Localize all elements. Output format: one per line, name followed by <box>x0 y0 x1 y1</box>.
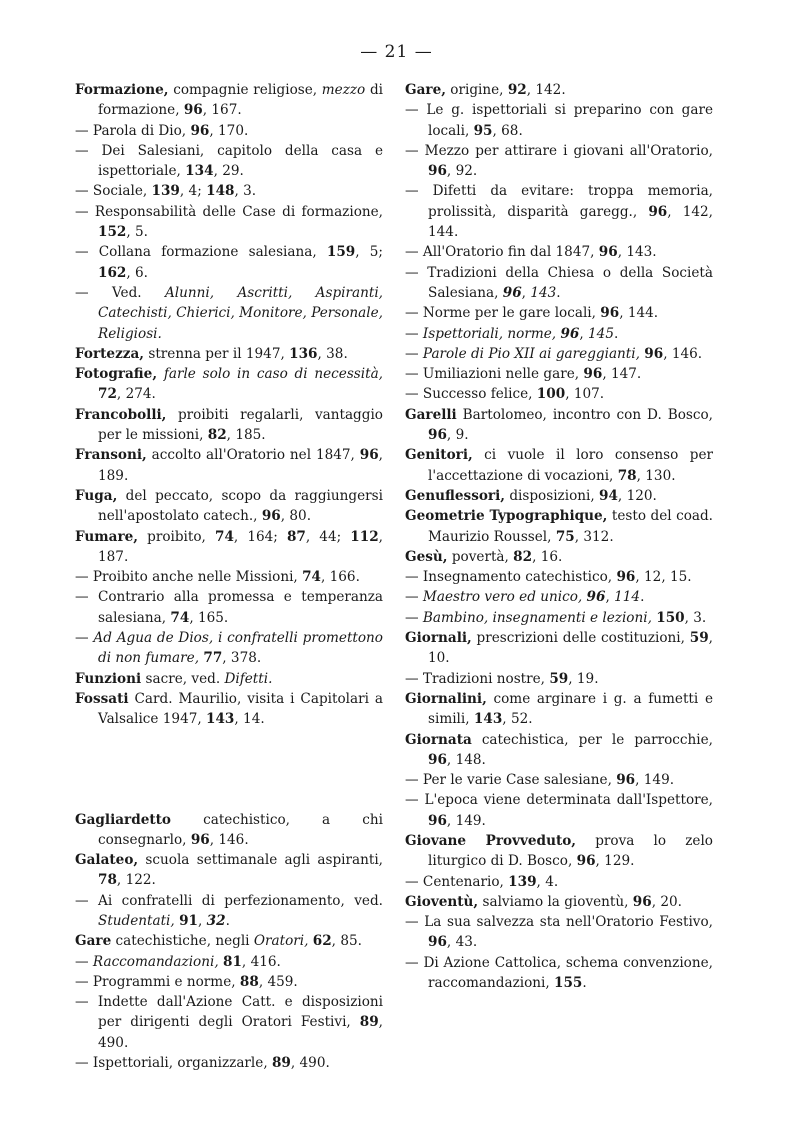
entry-text: , 44; <box>305 528 351 545</box>
entry-text: Genuflessori, <box>405 487 505 504</box>
index-entry <box>405 689 713 730</box>
entry-text: 155 <box>554 975 583 992</box>
entry-text: , <box>605 589 615 606</box>
entry-text: 96 <box>183 102 203 119</box>
entry-text: , 16. <box>532 548 563 565</box>
entry-text: 32 <box>206 912 226 929</box>
index-entry <box>75 587 383 628</box>
index-entry <box>405 587 713 607</box>
index-entry <box>405 364 713 384</box>
entry-text: 95 <box>473 122 493 139</box>
entry-text: , 143. <box>617 244 657 261</box>
entry-text: Alunni, Ascritti, Aspiranti, Catechisti, Chierici, Monitore, Personale, Religiosi. <box>98 284 384 342</box>
entry-text: , 130. <box>636 467 676 484</box>
entry-text: Parole di Pio XII ai gareggianti, <box>422 345 640 362</box>
entry-text: come arginare i g. a fumetti e simili, <box>428 690 713 728</box>
entry-text: 82 <box>513 548 533 565</box>
entry-text: , 38. <box>317 345 348 362</box>
index-entry <box>405 567 713 587</box>
entry-text: Galateo, <box>75 852 139 869</box>
entry-text: 100 <box>536 386 566 403</box>
entry-text: 143 <box>473 711 503 728</box>
entry-text: , 129. <box>595 853 635 870</box>
entry-text: Raccomandazioni, <box>92 953 219 970</box>
index-entry <box>75 628 383 669</box>
entry-text: compagnie religiose, <box>168 82 322 98</box>
entry-text: farle solo in caso di necessità, <box>163 366 384 383</box>
entry-text: , 146. <box>209 831 249 848</box>
entry-text: Oratori, <box>253 933 309 950</box>
entry-text: 89 <box>359 1014 379 1031</box>
index-entry <box>75 445 383 486</box>
entry-text: 72 <box>98 386 117 403</box>
index-entry <box>75 344 383 364</box>
entry-text: Giornali, <box>405 630 472 647</box>
entry-text: — <box>405 345 423 362</box>
index-entry <box>75 891 383 932</box>
entry-text: salviamo la gioventù, <box>478 893 633 910</box>
entry-text: Gagliardetto <box>75 811 171 828</box>
entry-text: , 5; <box>355 244 384 261</box>
entry-text: 59 <box>549 670 569 687</box>
entry-text: 96 <box>583 366 603 383</box>
index-entry <box>405 384 713 404</box>
entry-text: — L'epoca viene determinata dall'Ispettore, <box>405 792 713 809</box>
entry-text: — Insegnamento catechistico, <box>405 569 617 586</box>
index-entry <box>75 527 383 568</box>
index-entry <box>405 303 713 323</box>
entry-text: , 3. <box>234 183 257 200</box>
entry-text: , 274. <box>116 386 156 403</box>
entry-text: — Contrario alla promessa e temperanza salesiana, <box>75 589 383 626</box>
index-entry <box>75 992 383 1053</box>
entry-text: 62 <box>312 933 332 950</box>
entry-text: , 312. <box>574 528 614 545</box>
entry-text: Fossati <box>75 690 129 707</box>
entry-text: 96 <box>616 569 636 586</box>
entry-text: — <box>75 630 94 647</box>
entry-text: , 187. <box>98 528 383 565</box>
entry-text: . <box>225 912 230 929</box>
entry-text: , 12, 15. <box>635 569 692 586</box>
index-entry <box>75 931 383 951</box>
entry-text: 145 <box>588 325 614 342</box>
entry-text: , 9. <box>446 427 469 444</box>
entry-text: Fuga, <box>75 487 118 504</box>
entry-text: . <box>556 284 561 301</box>
entry-text: — Successo felice, <box>405 386 537 403</box>
entry-text: — Le g. ispettoriali si preparino con gare locali, <box>405 102 713 139</box>
entry-text: — Norme per le gare locali, <box>405 305 601 322</box>
index-entry <box>405 242 713 262</box>
index-entry <box>75 669 383 689</box>
entry-text: , 10. <box>428 630 713 667</box>
entry-text: , <box>579 325 589 342</box>
entry-text: — Centenario, <box>405 873 509 890</box>
entry-text: 96 <box>600 305 620 322</box>
entry-text: — Tradizioni nostre, <box>405 670 550 687</box>
entry-text: 96 <box>560 325 580 342</box>
entry-text: , 149. <box>446 812 486 829</box>
entry-text: prescrizioni delle costituzioni, <box>471 630 690 647</box>
index-entry <box>405 181 713 242</box>
entry-text: — Difetti da evitare: troppa memoria, prolissità, disparità garegg., <box>405 183 713 220</box>
entry-text: — Programmi e norme, <box>75 973 240 990</box>
entry-text: 59 <box>689 630 709 647</box>
entry-text: 112 <box>350 528 379 545</box>
entry-text: 96 <box>586 589 606 606</box>
entry-text: 74 <box>302 569 321 586</box>
entry-text: , 170. <box>209 122 249 139</box>
entry-text: Difetti. <box>224 670 273 687</box>
entry-text: 150 <box>656 609 685 626</box>
entry-text: , 4; <box>179 183 207 200</box>
entry-text: — Proibito anche nelle Missioni, <box>75 569 303 586</box>
entry-text: scuola settimanale agli aspiranti, <box>138 852 383 869</box>
entry-text: , 14. <box>234 711 265 728</box>
entry-text: 78 <box>617 467 637 484</box>
index-entry <box>75 850 383 891</box>
index-entry <box>405 770 713 790</box>
index-entry <box>405 486 713 506</box>
entry-text: 96 <box>261 508 281 525</box>
entry-text: povertà, <box>447 548 514 565</box>
entry-text: — Ai confratelli di perfezionamento, ved. <box>75 892 383 909</box>
entry-text: 96 <box>428 427 447 444</box>
entry-text: Studentati, <box>98 912 175 929</box>
index-entry <box>405 872 713 892</box>
entry-text: , 3. <box>684 609 707 626</box>
index-entry <box>75 952 383 972</box>
entry-text: sacre, ved. <box>141 670 225 687</box>
entry-text: 77 <box>203 650 223 667</box>
entry-text: — Per le varie Case salesiane, <box>405 772 617 789</box>
entry-text: 78 <box>98 872 117 889</box>
entry-text: Francobolli, <box>75 406 167 423</box>
index-entry <box>405 405 713 446</box>
entry-text: — Ved. <box>75 284 165 301</box>
entry-text: 75 <box>555 528 575 545</box>
entry-text: Formazione, <box>75 82 169 98</box>
entry-text: — Parola di Dio, <box>75 122 191 139</box>
entry-text: 143 <box>206 711 235 728</box>
entry-text: . <box>582 975 587 992</box>
entry-text: . <box>613 325 619 342</box>
entry-text: strenna per il 1947, <box>144 345 290 362</box>
entry-text: Fransoni, <box>75 447 147 464</box>
entry-text: 96 <box>576 853 596 870</box>
entry-text: , 107. <box>565 386 605 403</box>
entry-text: 92 <box>507 82 527 98</box>
index-entry <box>405 80 713 100</box>
entry-text: Card. Maurilio, visita i Capitolari a Valsalice 1947, <box>98 690 383 728</box>
entry-text <box>157 366 164 382</box>
entry-text: 82 <box>207 427 227 444</box>
entry-text: , 122. <box>116 872 156 889</box>
entry-text: — Collana formazione salesiana, <box>75 244 327 261</box>
entry-text: — Dei Salesiani, capitolo della casa e ispettoriale, <box>75 142 383 180</box>
entry-text: , 378. <box>222 650 262 667</box>
entry-text: Bambino, insegnamenti e lezioni, <box>422 609 652 626</box>
entry-text: ci vuole il loro consenso per l'accettazione di vocazioni, <box>428 447 713 484</box>
entry-text: 74 <box>214 528 234 545</box>
index-entry <box>405 730 713 771</box>
entry-text: catechistico, a chi consegnarlo, <box>98 811 383 848</box>
entry-text: del peccato, scopo da raggiungersi nell'apostolato catech., <box>98 487 383 525</box>
entry-text: , 29. <box>213 163 244 180</box>
index-entry <box>75 283 383 344</box>
entry-text: — Ispettoriali, organizzarle, <box>75 1055 272 1072</box>
entry-text: — Indette dall'Azione Catt. e disposizioni per dirigenti degli Oratori Festivi, <box>75 994 383 1031</box>
entry-text: — Di Azione Cattolica, schema convenzione, raccomandazioni, <box>405 954 713 992</box>
entry-text: 114 <box>614 589 641 606</box>
index-entry <box>405 141 713 182</box>
entry-text: , 120. <box>617 487 657 504</box>
index-entry <box>405 344 713 364</box>
entry-text: , 68. <box>492 122 523 139</box>
entry-text: — Umiliazioni nelle gare, <box>405 366 584 383</box>
entry-text: , 459. <box>258 973 298 990</box>
entry-text: , 144. <box>619 305 659 322</box>
entry-text: 81 <box>223 953 242 970</box>
index-entry <box>75 810 383 851</box>
entry-text: 96 <box>616 772 636 789</box>
entry-text: accolto all'Oratorio nel 1847, <box>146 447 360 464</box>
entry-text: disposizioni, <box>505 487 599 504</box>
index-entry <box>405 100 713 141</box>
entry-text: 159 <box>326 244 356 261</box>
entry-text: 96 <box>644 345 664 362</box>
entry-text: , 164; <box>233 528 287 545</box>
entry-text: , 4. <box>536 873 559 890</box>
index-entry <box>75 181 383 201</box>
entry-text: 96 <box>428 751 447 768</box>
entry-text: Gioventù, <box>405 893 479 910</box>
entry-text: prova lo zelo liturgico di D. Bosco, <box>428 832 713 870</box>
entry-text: Giornata <box>405 731 472 748</box>
entry-text: mezzo <box>321 82 366 98</box>
entry-text: Gare, <box>405 82 446 98</box>
entry-text: , 165. <box>189 609 229 626</box>
entry-text: , 490. <box>290 1055 330 1072</box>
entry-text: — Mezzo per attirare i giovani all'Oratorio, <box>405 142 713 159</box>
entry-text: Ispettoriali, norme, <box>422 325 557 342</box>
index-entry <box>75 364 383 405</box>
entry-text: 162 <box>98 264 127 281</box>
entry-text: 96 <box>502 284 522 301</box>
entry-text: 136 <box>289 345 318 362</box>
index-entry <box>405 445 713 486</box>
entry-text: 96 <box>359 447 379 464</box>
entry-text: Fotografie, <box>75 366 158 383</box>
index-column-left <box>75 80 383 1073</box>
entry-text: proibiti regalarli, vantaggio per le missioni, <box>98 406 383 444</box>
entry-text: — Responsabilità delle Case di formazione, <box>75 203 383 220</box>
section-gap <box>75 730 383 810</box>
entry-text: 87 <box>286 528 306 545</box>
entry-text: Garelli <box>405 406 457 423</box>
entry-text: 148 <box>206 183 235 200</box>
entry-text: , 142. <box>526 82 566 98</box>
entry-text: Fortezza, <box>75 345 145 362</box>
entry-text: — <box>405 325 423 342</box>
entry-text: Fumare, <box>75 528 139 545</box>
index-entry <box>75 202 383 243</box>
entry-text: , 167. <box>202 102 242 119</box>
entry-text: , 6. <box>126 264 149 281</box>
index-entry <box>75 80 383 121</box>
entry-text: , <box>521 284 531 301</box>
entry-text: 96 <box>648 203 668 220</box>
entry-text: , 166. <box>320 569 360 586</box>
entry-text: 152 <box>98 224 127 241</box>
index-entry <box>405 912 713 953</box>
entry-text: 89 <box>271 1055 291 1072</box>
index-entry <box>75 121 383 141</box>
entry-text: 139 <box>151 183 180 200</box>
index-entry <box>75 242 383 283</box>
entry-text: , 85. <box>331 933 362 950</box>
entry-text: , 142, 144. <box>428 203 713 241</box>
entry-text: 96 <box>632 893 652 910</box>
entry-text: 94 <box>599 487 618 504</box>
entry-text: 74 <box>170 609 190 626</box>
entry-text: 96 <box>190 122 210 139</box>
entry-text: — Sociale, <box>75 183 152 200</box>
entry-text: 139 <box>508 873 537 890</box>
entry-text: , 43. <box>446 934 478 951</box>
index-entry <box>405 547 713 567</box>
entry-text: di formazione, <box>98 82 383 119</box>
entry-text: catechistiche, negli <box>111 933 254 950</box>
entry-text: , 416. <box>241 953 281 970</box>
entry-text: 134 <box>185 163 214 180</box>
entry-text: , 146. <box>663 345 703 362</box>
entry-text: , 20. <box>651 893 682 910</box>
index-entry <box>405 324 713 344</box>
index-entry <box>75 972 383 992</box>
entry-text: catechistica, per le parrocchie, <box>471 731 713 748</box>
index-entry <box>75 689 383 730</box>
entry-text: 143 <box>530 284 557 301</box>
entry-text: , 149. <box>635 772 675 789</box>
entry-text: testo del coad. Maurizio Roussel, <box>428 508 713 545</box>
entry-text: Gare <box>75 933 112 950</box>
entry-text: 96 <box>190 831 210 848</box>
entry-text: , 52. <box>502 711 533 728</box>
entry-text: origine, <box>445 82 508 98</box>
entry-text: Genitori, <box>405 447 473 464</box>
index-entry <box>405 790 713 831</box>
index-entry <box>75 141 383 182</box>
index-entry <box>75 405 383 446</box>
entry-text: Giornalini, <box>405 690 487 707</box>
entry-text: Geometrie Typographique, <box>405 508 608 525</box>
entry-text: 88 <box>239 973 259 990</box>
entry-text: — Tradizioni della Chiesa o della Società Salesiana, <box>405 264 713 301</box>
entry-text: — <box>75 953 93 970</box>
entry-text: proibito, <box>138 528 215 545</box>
index-entry <box>405 506 713 547</box>
entry-text: , 490. <box>98 1014 383 1051</box>
entry-text: , 148. <box>446 751 486 768</box>
entry-text: 96 <box>428 163 447 180</box>
index-entry <box>75 1053 383 1073</box>
entry-text: — All'Oratorio fin dal 1847, <box>405 244 599 261</box>
index-column-right <box>405 80 713 993</box>
entry-text: — <box>405 609 423 626</box>
entry-text: , 147. <box>602 366 642 383</box>
index-entry <box>405 628 713 669</box>
entry-text: , 189. <box>98 447 383 484</box>
entry-text: Gesù, <box>405 548 448 565</box>
index-entry <box>405 669 713 689</box>
entry-text: 96 <box>598 244 618 261</box>
entry-text: , 185. <box>226 427 266 444</box>
entry-text: Maestro vero ed unico, <box>422 589 583 606</box>
entry-text: , 5. <box>126 224 149 241</box>
index-entry <box>405 831 713 872</box>
index-entry <box>75 567 383 587</box>
entry-text: , 19. <box>568 670 599 687</box>
entry-text: , 92. <box>446 163 478 180</box>
entry-text: Ad Agua de Dios, i confratelli promettono di non fumare, <box>93 630 383 667</box>
index-entry <box>405 608 713 628</box>
index-entry <box>405 892 713 912</box>
page-number: — 21 — <box>360 42 433 62</box>
entry-text: 96 <box>428 934 447 951</box>
entry-text: 96 <box>428 812 447 829</box>
entry-text: Bartolomeo, incontro con D. Bosco, <box>456 406 713 423</box>
index-entry <box>405 953 713 994</box>
entry-text: , 80. <box>280 508 312 525</box>
entry-text: , <box>197 912 207 929</box>
entry-text: . <box>640 589 645 606</box>
index-entry <box>75 486 383 527</box>
entry-text: Funzioni <box>75 670 142 687</box>
entry-text: — La sua salvezza sta nell'Oratorio Festivo, <box>405 914 713 931</box>
entry-text: — <box>405 589 423 606</box>
entry-text: 91 <box>179 912 198 929</box>
index-entry <box>405 263 713 304</box>
entry-text: Giovane Provveduto, <box>405 832 577 849</box>
